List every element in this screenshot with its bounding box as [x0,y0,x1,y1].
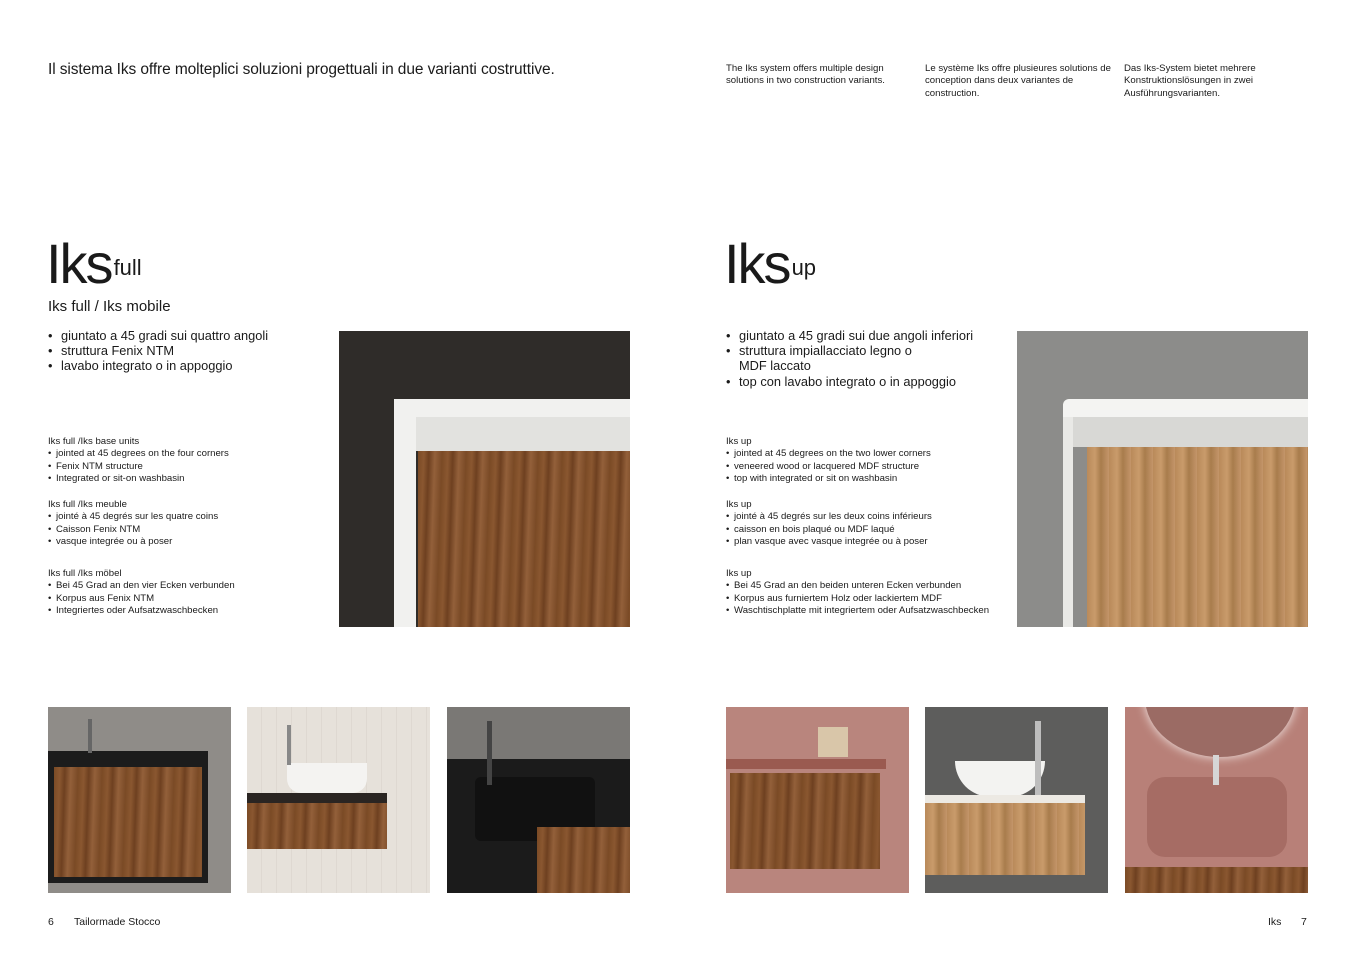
iks-full-sup: full [113,255,142,280]
iks-up-detail-photo [1017,331,1308,627]
list-item: • Integriertes oder Aufsatzwaschbecken [48,605,328,617]
footer-right-title: Iks [1268,916,1282,928]
iks-up-brand: Iks [724,232,790,295]
list-item: • jointed at 45 degrees on the two lower corners [726,448,1011,460]
block-heading: Iks full /Iks base units [48,436,140,447]
list-item: • lavabo integrato o in appoggio [48,358,328,373]
intro-german: Das Iks-System bietet mehrere Konstruktionslösungen in zwei Ausführungsvarianten. [1124,63,1256,99]
footer-left-title: Tailormade Stocco [74,916,161,928]
list-item: • plan vasque avec vasque integrée ou à poser [726,536,1011,548]
iks-up-sup: up [791,255,817,280]
iks-full-main-bullets [48,328,328,374]
list-item: • jointé à 45 degrés sur les deux coins inférieurs [726,511,1011,523]
iks-full-brand: Iks [46,232,112,295]
iks-full-french-block [48,499,328,548]
iks-full-subtitle: Iks full / Iks mobile [48,298,171,315]
thumb-full-2 [247,707,430,893]
list-item: • Integrated or sit-on washbasin [48,473,328,485]
iks-up-main-bullets [726,328,996,389]
list-item: • Waschtischplatte mit integriertem oder Aufsatzwaschbecken [726,605,1016,617]
intro-english: The Iks system offers multiple design solutions in two construction variants. [726,63,885,87]
list-item: • vasque integrée ou à poser [48,536,328,548]
intro-italian: Il sistema Iks offre molteplici soluzioni progettuali in due varianti costruttive. [48,61,555,78]
block-heading: Iks up [726,568,752,579]
footer-right-page-number: 7 [1301,916,1307,928]
iks-full-title [46,232,142,295]
block-heading: Iks up [726,436,752,447]
list-item: • top con lavabo integrato o in appoggio [726,374,996,389]
iks-up-french-block [726,499,1011,548]
list-item: • Bei 45 Grad an den vier Ecken verbunden [48,580,328,592]
list-item: • Bei 45 Grad an den beiden unteren Ecken verbunden [726,580,1016,592]
iks-full-detail-photo [339,331,630,627]
thumb-full-1 [48,707,231,893]
thumb-full-3 [447,707,630,893]
list-item: • jointé à 45 degrés sur les quatre coins [48,511,328,523]
list-item: • Korpus aus Fenix NTM [48,593,328,605]
list-item: • struttura impiallacciato legno o MDF laccato [726,343,929,373]
list-item: • Korpus aus furniertem Holz oder lackiertem MDF [726,593,1016,605]
thumb-up-1 [726,707,909,893]
iks-up-title [724,232,817,295]
iks-full-german-block [48,568,328,617]
iks-up-english-block [726,436,1011,485]
block-heading: Iks full /Iks möbel [48,568,122,579]
list-item: • giuntato a 45 gradi sui due angoli inferiori [726,328,996,343]
list-item: • Fenix NTM structure [48,461,328,473]
iks-up-german-block [726,568,1016,617]
list-item: • caisson en bois plaqué ou MDF laqué [726,524,1011,536]
iks-full-english-block [48,436,328,485]
footer-left-page-number: 6 [48,916,54,928]
list-item: • giuntato a 45 gradi sui quattro angoli [48,328,328,343]
list-item: • struttura Fenix NTM [48,343,328,358]
block-heading: Iks full /Iks meuble [48,499,127,510]
list-item: • jointed at 45 degrees on the four corners [48,448,328,460]
thumb-up-3 [1125,707,1308,893]
list-item: • top with integrated or sit on washbasin [726,473,1011,485]
intro-french: Le système Iks offre plusieures solutions de conception dans deux variantes de construction. [925,63,1111,99]
list-item: • veneered wood or lacquered MDF structure [726,461,1011,473]
thumb-up-2 [925,707,1108,893]
list-item: • Caisson Fenix NTM [48,524,328,536]
block-heading: Iks up [726,499,752,510]
